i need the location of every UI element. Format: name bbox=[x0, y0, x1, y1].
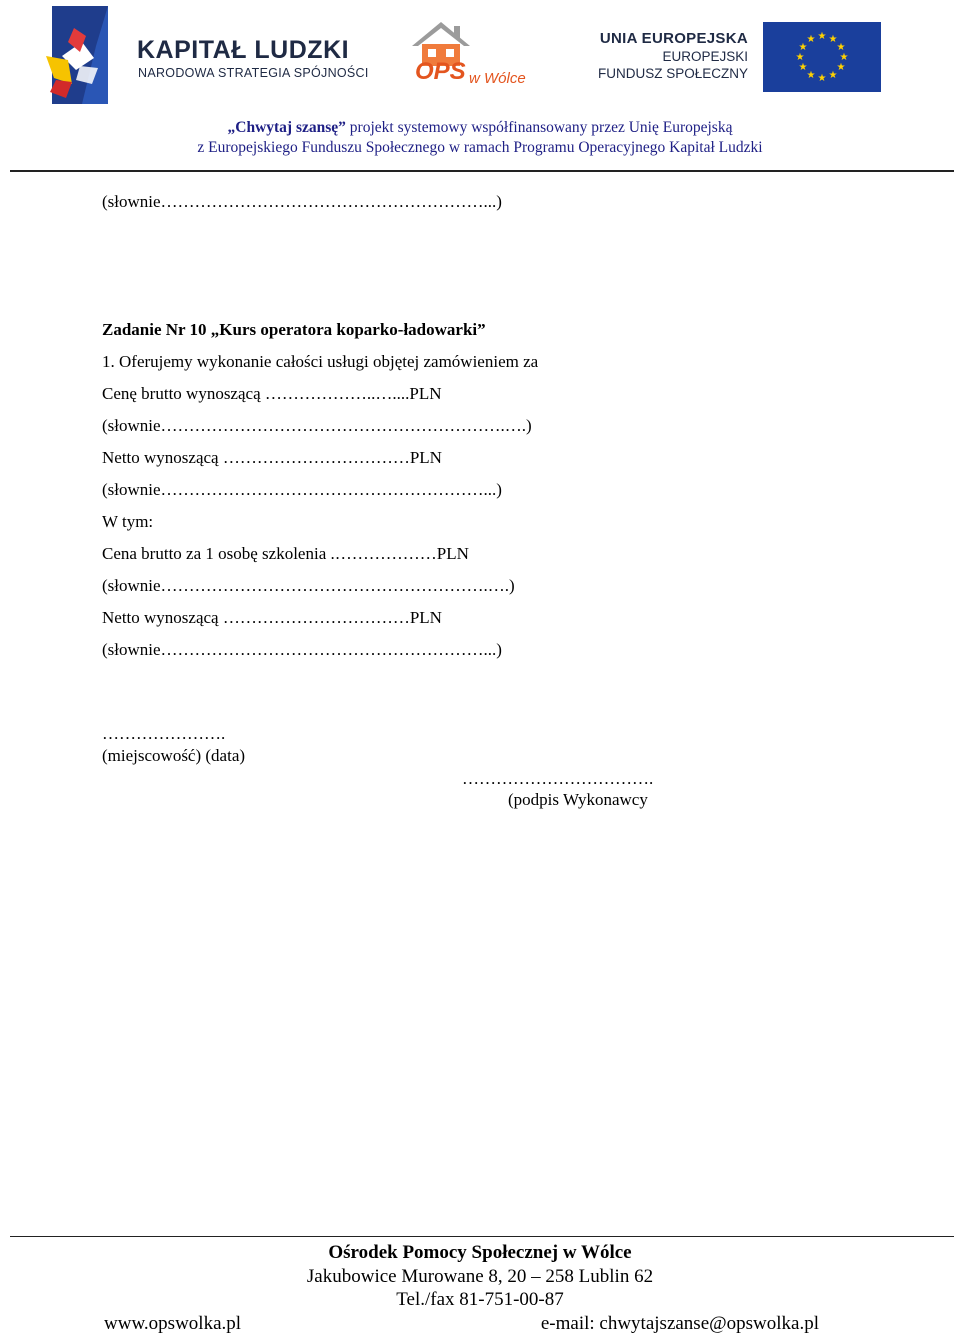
ops-logo-place: w Wólce bbox=[469, 70, 526, 87]
place-date-dots: …………………. bbox=[102, 724, 226, 743]
signature-label: (podpis Wykonawcy bbox=[508, 790, 648, 809]
svg-text:★: ★ bbox=[817, 31, 827, 42]
svg-text:★: ★ bbox=[839, 52, 849, 63]
project-line-1 bbox=[0, 119, 960, 137]
svg-text:★: ★ bbox=[795, 52, 805, 63]
eu-label-fund: FUNDUSZ SPOŁECZNY bbox=[597, 66, 748, 81]
project-quote: „Chwytaj szansę” bbox=[227, 119, 346, 136]
kapital-ludzki-title: KAPITAŁ LUDZKI bbox=[137, 36, 350, 64]
svg-text:★: ★ bbox=[798, 42, 808, 53]
svg-text:★: ★ bbox=[806, 34, 816, 45]
svg-text:★: ★ bbox=[828, 70, 838, 81]
slownie-line-2: (słownie…………………………………………………...) bbox=[102, 480, 502, 499]
offer-line: 1. Oferujemy wykonanie całości usługi objętej zamówieniem za bbox=[102, 352, 539, 371]
kapital-ludzki-subtitle: NARODOWA STRATEGIA SPÓJNOŚCI bbox=[138, 66, 369, 80]
eu-flag-icon bbox=[763, 22, 881, 92]
svg-text:★: ★ bbox=[836, 62, 846, 73]
slownie-line-top: (słownie…………………………………………………...) bbox=[102, 192, 502, 211]
svg-text:★: ★ bbox=[817, 73, 827, 84]
eu-label-union: UNIA EUROPEJSKA bbox=[599, 30, 748, 47]
svg-text:★: ★ bbox=[798, 62, 808, 73]
project-description: projekt systemowy współfinansowany przez Unię Europejską bbox=[345, 119, 733, 136]
svg-text:★: ★ bbox=[828, 34, 838, 45]
header-divider bbox=[10, 170, 954, 172]
including-label: W tym: bbox=[102, 512, 154, 531]
slownie-line-1: (słownie…………………………………………………….….) bbox=[102, 416, 532, 435]
slownie-line-3: (słownie………………………………………………….….) bbox=[102, 576, 515, 595]
eu-label-european: EUROPEJSKI bbox=[662, 49, 748, 64]
ops-logo-text: OPS bbox=[415, 58, 466, 85]
kapital-ludzki-emblem-icon bbox=[46, 6, 112, 104]
per-person-price-line: Cena brutto za 1 osobę szkolenia .………………PLN bbox=[102, 544, 469, 563]
svg-text:★: ★ bbox=[836, 42, 846, 53]
signature-dots: ……………………………. bbox=[462, 769, 654, 788]
footer-divider bbox=[10, 1236, 954, 1237]
place-date-label: (miejscowość) (data) bbox=[102, 746, 246, 765]
footer-website-link[interactable]: www.opswolka.pl bbox=[104, 1313, 242, 1334]
gross-price-line: Cenę brutto wynoszącą ………………..…....PLN bbox=[102, 384, 442, 403]
footer-address: Jakubowice Murowane 8, 20 – 258 Lublin 62 bbox=[306, 1266, 654, 1287]
footer-phone: Tel./fax 81-751-00-87 bbox=[396, 1289, 564, 1310]
project-line-2: z Europejskiego Funduszu Społecznego w ramach Programu Operacyjnego Kapitał Ludzki bbox=[197, 139, 763, 156]
footer-organization: Ośrodek Pomocy Społecznej w Wólce bbox=[328, 1242, 632, 1263]
task-title: Zadanie Nr 10 „Kurs operatora koparko-ładowarki” bbox=[102, 320, 486, 339]
footer-email-link[interactable]: e-mail: chwytajszanse@opswolka.pl bbox=[540, 1313, 819, 1334]
svg-text:★: ★ bbox=[806, 70, 816, 81]
slownie-line-4: (słownie…………………………………………………...) bbox=[102, 640, 502, 659]
net-price-line: Netto wynoszącą ……………………………PLN bbox=[102, 448, 442, 467]
net-price-line-2: Netto wynoszącą ……………………………PLN bbox=[102, 608, 442, 627]
